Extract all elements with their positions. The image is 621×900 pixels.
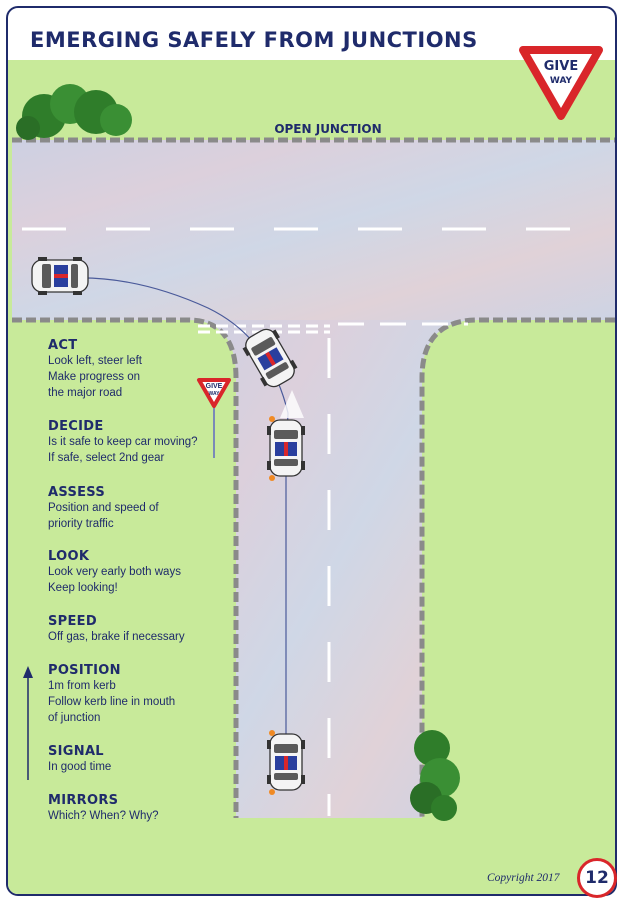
step-text: the major road <box>48 387 123 399</box>
large-sign-line1: GIVE <box>543 59 579 74</box>
step-mirrors <box>48 793 159 824</box>
step-assess <box>48 485 159 532</box>
step-text: Look left, steer left <box>48 355 142 367</box>
car-approaching <box>267 420 305 476</box>
step-text: 1m from kerb <box>48 680 116 692</box>
indicator-light <box>269 475 275 481</box>
step-heading: ACT <box>48 338 78 353</box>
step-signal <box>48 744 111 775</box>
page-frame <box>6 6 617 896</box>
step-text: Position and speed of <box>48 502 159 514</box>
step-text: Is it safe to keep car moving? <box>48 436 198 448</box>
step-heading: DECIDE <box>48 419 104 434</box>
step-text: Which? When? Why? <box>48 810 159 822</box>
step-heading: POSITION <box>48 663 121 678</box>
car-start <box>267 734 305 790</box>
step-heading: LOOK <box>48 549 90 564</box>
step-text: In good time <box>48 761 112 773</box>
copyright-text: Copyright 2017 <box>487 872 560 884</box>
step-heading: MIRRORS <box>48 793 119 808</box>
step-heading: SPEED <box>48 614 97 629</box>
indicator-light <box>269 416 275 422</box>
step-text: Follow kerb line in mouth <box>48 696 176 708</box>
step-text: If safe, select 2nd gear <box>48 452 165 464</box>
indicator-light <box>269 789 275 795</box>
page-number: 12 <box>577 858 617 898</box>
step-look <box>48 549 181 596</box>
small-sign-line1: GIVE <box>205 383 223 390</box>
step-text: Look very early both ways <box>48 566 181 578</box>
step-position <box>48 663 175 726</box>
step-heading: SIGNAL <box>48 744 104 759</box>
step-text: priority traffic <box>48 518 114 530</box>
step-act <box>48 338 142 401</box>
step-text: Make progress on <box>48 371 141 383</box>
step-text: Off gas, brake if necessary <box>48 631 185 643</box>
page-title: EMERGING SAFELY FROM JUNCTIONS <box>30 28 478 52</box>
step-speed <box>48 614 185 645</box>
step-heading: ASSESS <box>48 485 106 500</box>
road-label: OPEN JUNCTION <box>274 122 382 136</box>
step-text: of junction <box>48 712 101 724</box>
car-major-road <box>32 257 88 295</box>
step-text: Keep looking! <box>48 582 118 594</box>
small-sign-line2: WAY <box>208 391 220 397</box>
indicator-light <box>269 730 275 736</box>
large-sign-line2: WAY <box>549 76 573 86</box>
step-decide <box>48 419 198 466</box>
